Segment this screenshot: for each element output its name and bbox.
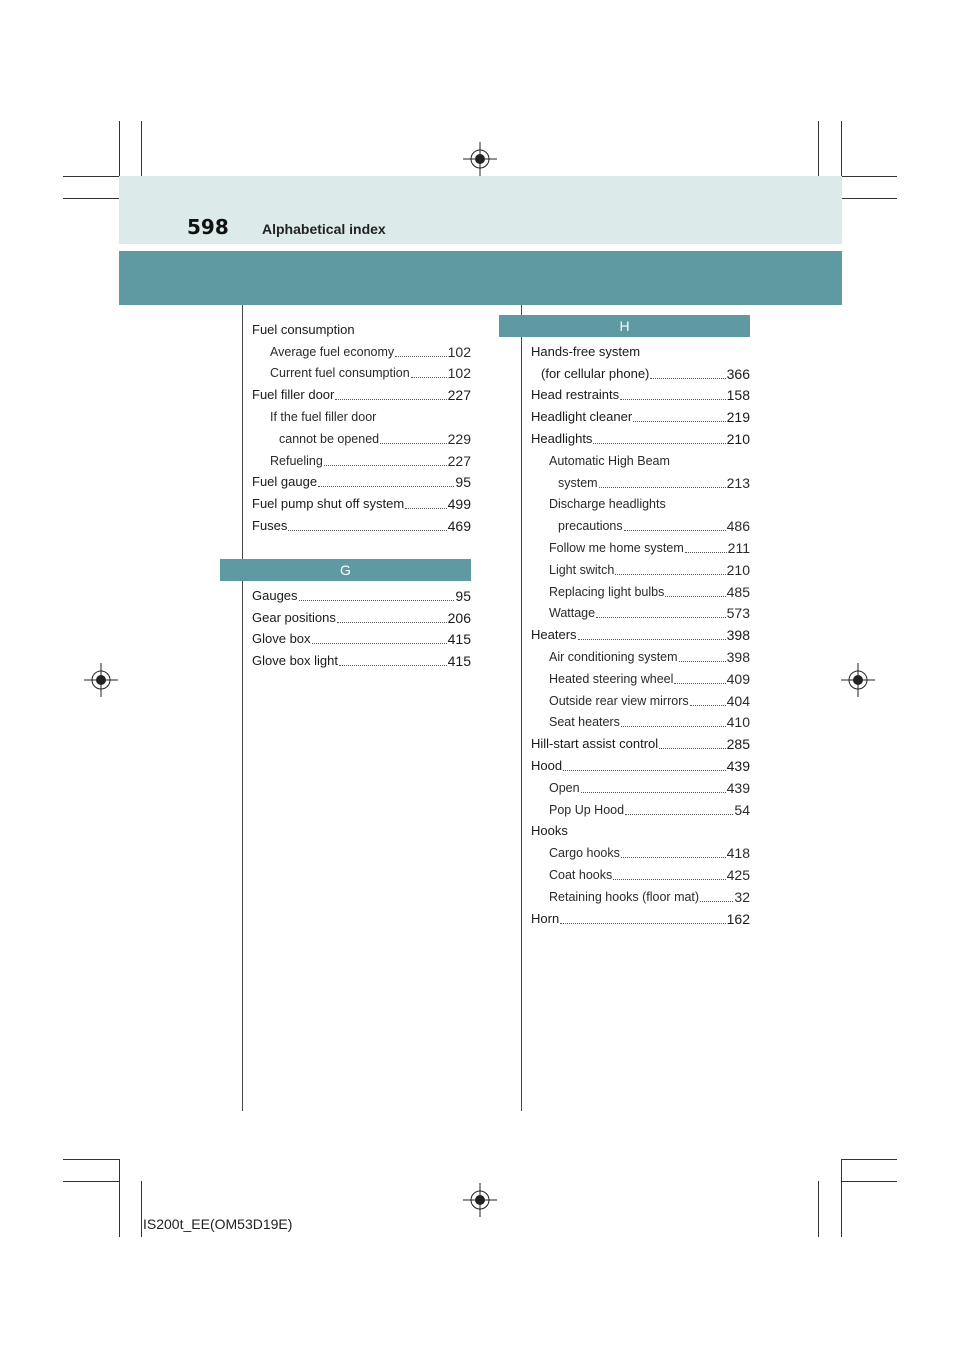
index-entry-label: If the fuel filler door — [270, 409, 377, 424]
registration-target-icon — [841, 663, 875, 697]
index-entry-label: Head restraints — [531, 387, 620, 403]
dot-leader — [318, 485, 454, 487]
dot-leader — [624, 529, 726, 531]
index-entry-page: 409 — [726, 670, 750, 687]
index-entry-label: Heated steering wheel — [549, 671, 674, 686]
crop-mark — [63, 1159, 119, 1160]
index-entry-page: 211 — [727, 539, 750, 556]
index-entry-label: Fuel pump shut off system — [252, 496, 405, 512]
dot-leader — [665, 595, 725, 597]
index-entry-page: 415 — [447, 653, 471, 670]
section-letter-h: H — [499, 315, 750, 337]
dot-leader — [613, 878, 725, 880]
index-entry — [531, 556, 750, 578]
index-entry — [531, 491, 750, 513]
page-title: Alphabetical index — [262, 221, 386, 237]
index-entry — [531, 643, 750, 665]
index-entry-label: cannot be opened — [279, 431, 380, 446]
index-entry — [531, 905, 750, 927]
dot-leader — [380, 442, 447, 444]
index-entry-page: 206 — [447, 609, 471, 626]
section-letter-g: G — [220, 559, 471, 581]
index-entry — [252, 381, 471, 403]
dot-leader — [690, 704, 726, 706]
index-entry — [531, 403, 750, 425]
index-entry-label: Refueling — [270, 453, 323, 468]
dot-leader — [324, 464, 447, 466]
index-entry-page: 162 — [726, 910, 750, 927]
dot-leader — [633, 420, 725, 422]
index-entry-label: Wattage — [549, 606, 596, 621]
dot-leader — [581, 791, 726, 793]
index-entry-label: Automatic High Beam — [549, 453, 670, 468]
index-entry-page: 499 — [447, 496, 471, 513]
index-entry-label: Fuel consumption — [252, 321, 355, 337]
dot-leader — [615, 573, 725, 575]
index-entry-label: Follow me home system — [549, 540, 684, 555]
document-code: IS200t_EE(OM53D19E) — [143, 1216, 293, 1232]
index-entry — [531, 512, 750, 534]
index-entry-page: 415 — [447, 631, 471, 648]
crop-mark — [63, 198, 119, 199]
index-entry-label: Coat hooks — [549, 867, 613, 882]
index-entry-page: 229 — [447, 430, 471, 447]
crop-mark — [141, 1181, 142, 1237]
dot-leader — [679, 660, 726, 662]
dot-leader — [650, 377, 725, 379]
index-entry-page: 210 — [726, 430, 750, 447]
dot-leader — [596, 616, 726, 618]
page-number: 598 — [187, 215, 229, 239]
index-entry — [252, 582, 471, 604]
dot-leader — [299, 599, 455, 601]
index-entry-label: Current fuel consumption — [270, 366, 410, 381]
dot-leader — [599, 486, 726, 488]
index-entry-label: Hood — [531, 757, 563, 773]
index-entry-page: 573 — [726, 605, 750, 622]
registration-target-icon — [463, 142, 497, 176]
index-entry-label: Gauges — [252, 587, 298, 603]
index-entry — [252, 604, 471, 626]
index-entry — [531, 425, 750, 447]
index-entry-page: 398 — [726, 648, 750, 665]
index-entry-label: Cargo hooks — [549, 846, 620, 861]
index-entry — [252, 626, 471, 648]
index-entry-page: 102 — [447, 343, 471, 360]
dot-leader — [685, 551, 727, 553]
left-index-column — [252, 316, 471, 534]
index-entry-label: Retaining hooks (floor mat) — [549, 889, 700, 904]
dot-leader — [674, 682, 725, 684]
index-entry-label: Headlight cleaner — [531, 409, 633, 425]
crop-mark — [141, 121, 142, 177]
index-entry-page: 219 — [726, 409, 750, 426]
index-entry-label: Replacing light bulbs — [549, 584, 665, 599]
index-entry-page: 425 — [726, 866, 750, 883]
registration-target-icon — [84, 663, 118, 697]
index-entry-page: 210 — [726, 561, 750, 578]
dot-leader — [700, 900, 733, 902]
index-entry-label: Hill-start assist control — [531, 736, 659, 752]
index-entry-label: Air conditioning system — [549, 649, 678, 664]
dot-leader — [411, 376, 447, 378]
index-entry-label: Discharge headlights — [549, 497, 666, 512]
dot-leader — [621, 725, 726, 727]
header-accent-band — [119, 251, 842, 305]
crop-mark — [818, 121, 819, 177]
crop-mark — [841, 198, 897, 199]
index-entry-label: Hooks — [531, 823, 568, 839]
dot-leader — [288, 529, 446, 531]
index-entry-label: Heaters — [531, 627, 577, 643]
index-entry-label: Fuel gauge — [252, 474, 318, 490]
index-entry — [531, 534, 750, 556]
index-entry — [252, 360, 471, 382]
index-entry-label: (for cellular phone) — [541, 365, 650, 381]
index-entry-label: Headlights — [531, 430, 593, 446]
index-entry — [531, 839, 750, 861]
dot-leader — [560, 922, 725, 924]
dot-leader — [621, 856, 726, 858]
index-entry-page: 404 — [726, 692, 750, 709]
crop-mark — [841, 176, 897, 177]
index-entry — [252, 338, 471, 360]
index-entry-page: 439 — [726, 757, 750, 774]
index-entry — [531, 730, 750, 752]
crop-mark — [841, 1159, 842, 1237]
crop-mark — [818, 1181, 819, 1237]
index-entry-label: Seat heaters — [549, 715, 620, 730]
index-entry-label: precautions — [558, 519, 623, 534]
index-entry-label: Gear positions — [252, 609, 336, 625]
index-entry-page: 285 — [726, 736, 750, 753]
index-entry — [252, 316, 471, 338]
index-entry — [252, 512, 471, 534]
dot-leader — [625, 813, 733, 815]
index-entry-page: 102 — [447, 365, 471, 382]
crop-mark — [841, 1159, 897, 1160]
index-entry — [531, 752, 750, 774]
index-entry-page: 158 — [726, 387, 750, 404]
dot-leader — [312, 642, 447, 644]
index-entry-page: 213 — [726, 474, 750, 491]
index-entry — [531, 861, 750, 883]
h-index-list — [531, 338, 750, 927]
index-entry — [252, 490, 471, 512]
index-entry-page: 410 — [726, 714, 750, 731]
index-entry-page: 418 — [726, 845, 750, 862]
index-entry-label: Average fuel economy — [270, 344, 395, 359]
index-entry-label: Pop Up Hood — [549, 802, 625, 817]
index-entry-page: 54 — [734, 801, 750, 818]
dot-leader — [593, 442, 725, 444]
dot-leader — [578, 638, 726, 640]
index-entry — [252, 425, 471, 447]
index-entry-label: Fuses — [252, 517, 288, 533]
index-entry-page: 227 — [447, 387, 471, 404]
dot-leader — [659, 747, 726, 749]
index-entry-page: 95 — [455, 587, 471, 604]
index-entry-label: Glove box — [252, 631, 311, 647]
index-entry-page: 366 — [726, 365, 750, 382]
crop-mark — [63, 176, 119, 177]
index-entry — [531, 621, 750, 643]
column-divider — [242, 305, 243, 1111]
index-entry — [531, 687, 750, 709]
index-entry-page: 95 — [455, 474, 471, 491]
g-index-list — [252, 582, 471, 669]
dot-leader — [337, 621, 447, 623]
index-entry — [531, 469, 750, 491]
index-entry — [531, 382, 750, 404]
crop-mark — [119, 1159, 120, 1237]
index-entry-page: 486 — [726, 518, 750, 535]
index-entry — [531, 600, 750, 622]
dot-leader — [335, 398, 446, 400]
column-divider — [521, 305, 522, 1111]
index-entry-page: 485 — [726, 583, 750, 600]
index-entry-page: 398 — [726, 627, 750, 644]
index-entry — [252, 447, 471, 469]
index-entry — [531, 578, 750, 600]
dot-leader — [339, 664, 447, 666]
index-entry-label: Open — [549, 780, 580, 795]
index-entry-page: 32 — [734, 888, 750, 905]
index-entry-label: Light switch — [549, 562, 615, 577]
dot-leader — [405, 507, 446, 509]
dot-leader — [395, 355, 446, 357]
index-entry-label: Horn — [531, 910, 560, 926]
index-entry-label: Outside rear view mirrors — [549, 693, 689, 708]
dot-leader — [620, 398, 725, 400]
index-entry — [252, 403, 471, 425]
index-entry-page: 227 — [447, 452, 471, 469]
index-entry — [531, 818, 750, 840]
crop-mark — [841, 1181, 897, 1182]
index-entry — [531, 709, 750, 731]
index-entry-label: Fuel filler door — [252, 387, 335, 403]
index-entry — [531, 774, 750, 796]
index-entry — [531, 796, 750, 818]
index-entry — [531, 447, 750, 469]
index-entry-page: 439 — [726, 779, 750, 796]
index-entry — [531, 665, 750, 687]
index-entry-label: Glove box light — [252, 653, 338, 669]
registration-target-icon — [463, 1183, 497, 1217]
index-entry-label: Hands-free system — [531, 343, 641, 359]
index-entry — [252, 647, 471, 669]
index-entry-label: system — [558, 475, 598, 490]
index-entry — [531, 360, 750, 382]
index-entry — [531, 883, 750, 905]
index-entry-page: 469 — [447, 517, 471, 534]
crop-mark — [63, 1181, 119, 1182]
index-entry — [531, 338, 750, 360]
dot-leader — [563, 769, 726, 771]
index-entry — [252, 469, 471, 491]
